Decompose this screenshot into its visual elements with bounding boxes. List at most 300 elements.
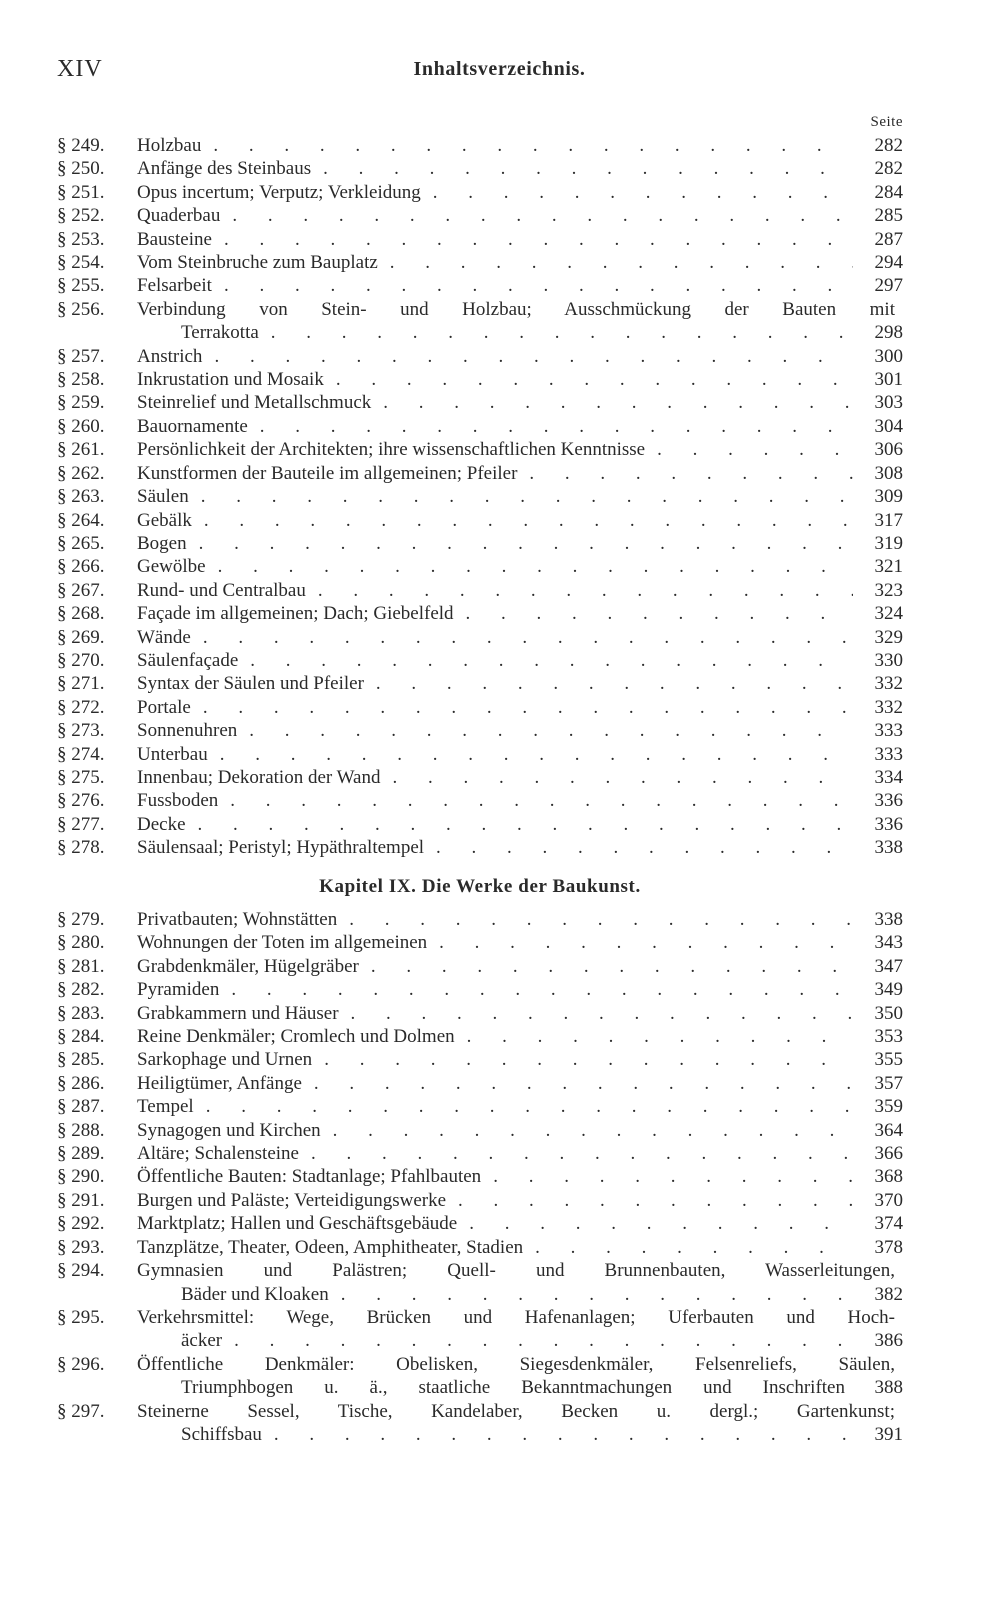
- toc-entry: [57, 626, 903, 649]
- entry-title: Verbindung von Stein- und Holzbau; Ausschmückung der Bauten mit: [137, 298, 895, 320]
- page-reference: 287: [874, 228, 903, 250]
- entry-title: Decke: [137, 813, 186, 835]
- page-reference: 284: [874, 181, 903, 203]
- section-number: § 258.: [57, 369, 105, 391]
- dot-leader: [329, 1283, 853, 1306]
- entry-body: [137, 1400, 903, 1447]
- entry-body: [137, 579, 903, 602]
- page-reference: 355: [874, 1049, 903, 1071]
- entry-title: Inkrustation und Mosaik: [137, 369, 324, 391]
- dot-leader: [339, 1002, 853, 1025]
- toc-entry: [57, 1165, 903, 1188]
- entry-title: Bauornamente: [137, 415, 248, 437]
- entry-body: [137, 836, 903, 859]
- section-number: § 263.: [57, 486, 105, 508]
- dot-leader: [378, 251, 853, 274]
- entry-title-line: [137, 204, 903, 227]
- section-number: § 255.: [57, 275, 105, 297]
- entry-title: Sarkophage und Urnen: [137, 1049, 313, 1071]
- toc-entry: [57, 1095, 903, 1118]
- toc-entry: [57, 1072, 903, 1095]
- toc-entry: [57, 134, 903, 157]
- dot-leader: [421, 181, 853, 204]
- entry-title-line: [137, 274, 903, 297]
- dot-leader: [321, 1119, 853, 1142]
- entry-title: Anstrich: [137, 345, 203, 367]
- entry-body: [137, 298, 903, 345]
- section-number: § 285.: [57, 1049, 105, 1071]
- section-number: § 279.: [57, 909, 105, 930]
- entry-title: Portale: [137, 696, 191, 718]
- entry-title: Wohnungen der Toten im allgemeinen: [137, 932, 428, 954]
- page-column-label: Seite: [870, 114, 903, 130]
- entry-body: [137, 555, 903, 578]
- entry-title-line: [137, 696, 903, 719]
- entry-title-line: [137, 1119, 903, 1142]
- section-number: § 256.: [57, 298, 105, 320]
- section-number: § 267.: [57, 579, 105, 601]
- section-number: § 280.: [57, 932, 105, 954]
- entry-title: Bausteine: [137, 228, 212, 250]
- entry-title-line: [137, 789, 903, 812]
- dot-leader: [481, 1165, 853, 1188]
- toc-entry: [57, 978, 903, 1001]
- entry-title-line: [137, 978, 903, 1001]
- page-reference: 343: [874, 932, 903, 954]
- entry-title-line: [137, 157, 903, 180]
- page-reference: 329: [874, 626, 903, 648]
- entry-title: Steinerne Sessel, Tische, Kandelaber, Becken u. dergl.; Gartenkunst;: [137, 1400, 895, 1422]
- entry-title: Säulen: [137, 486, 189, 508]
- entry-body: [137, 462, 903, 485]
- section-number: § 270.: [57, 649, 105, 671]
- toc-entry: [57, 368, 903, 391]
- section-number: § 269.: [57, 626, 105, 648]
- section-number: § 293.: [57, 1236, 105, 1258]
- section-number: § 295.: [57, 1306, 105, 1328]
- entry-title-line: [137, 391, 903, 414]
- entry-title-line: [137, 672, 903, 695]
- section-number: § 282.: [57, 979, 105, 1001]
- toc-entry: [57, 719, 903, 742]
- dot-leader: [219, 978, 853, 1001]
- entry-title: Kunstformen der Bauteile im allgemeinen; Pfeiler: [137, 462, 518, 484]
- dot-leader: [218, 789, 853, 812]
- page-reference: 370: [874, 1189, 903, 1211]
- toc-entry: [57, 1002, 903, 1025]
- page-reference: 298: [874, 322, 903, 344]
- page-reference: 303: [874, 392, 903, 414]
- toc-entry: [57, 1236, 903, 1259]
- entry-title: Rund- und Centralbau: [137, 579, 306, 601]
- entry-title: Marktplatz; Hallen und Geschäftsgebäude: [137, 1213, 458, 1235]
- page-reference: 349: [874, 979, 903, 1001]
- entry-title-line: [137, 134, 903, 157]
- entry-body: [137, 1142, 903, 1165]
- entry-title-line: [137, 438, 903, 461]
- entry-body: [137, 181, 903, 204]
- toc-entry: [57, 672, 903, 695]
- page-reference: 357: [874, 1072, 903, 1094]
- toc-entry: [57, 532, 903, 555]
- toc-entry: [57, 1306, 903, 1353]
- dot-leader: [523, 1236, 853, 1259]
- toc-entry: [57, 555, 903, 578]
- entry-title: Altäre; Schalensteine: [137, 1143, 299, 1165]
- section-number: § 276.: [57, 790, 105, 812]
- toc-entry: [57, 579, 903, 602]
- entry-body: [137, 345, 903, 368]
- page-reference: 323: [874, 579, 903, 601]
- page-reference: 353: [874, 1026, 903, 1048]
- entry-title-line: [137, 955, 903, 978]
- entry-title: Opus incertum; Verputz; Verkleidung: [137, 181, 421, 203]
- page-reference: 309: [874, 486, 903, 508]
- entry-title-line: [137, 181, 903, 204]
- page-reference: 374: [874, 1213, 903, 1235]
- dot-leader: [324, 368, 853, 391]
- entry-title-line: [137, 1212, 903, 1235]
- entry-continuation-line: [137, 1376, 903, 1399]
- section-number: § 290.: [57, 1166, 105, 1188]
- page-reference: 359: [874, 1096, 903, 1118]
- entry-title-line: [137, 602, 903, 625]
- dot-leader: [380, 766, 853, 789]
- entry-title-line: [137, 555, 903, 578]
- entry-title: Gymnasien und Palästren; Quell- und Brunnenbauten, Wasserleitungen,: [137, 1260, 895, 1282]
- chapter-heading: Kapitel IX. Die Werke der Baukunst.: [319, 876, 641, 897]
- entry-title-line: [137, 1400, 903, 1423]
- section-number: § 291.: [57, 1189, 105, 1211]
- entry-title-line: [137, 1095, 903, 1118]
- section-number: § 287.: [57, 1096, 105, 1118]
- entry-title-line: [137, 836, 903, 859]
- section-number: § 277.: [57, 813, 105, 835]
- dot-leader: [237, 719, 853, 742]
- entry-body: [137, 1212, 903, 1235]
- section-number: § 286.: [57, 1072, 105, 1094]
- page-reference: 330: [874, 649, 903, 671]
- toc-entry: [57, 228, 903, 251]
- section-number: § 268.: [57, 603, 105, 625]
- entry-title: äcker: [181, 1330, 223, 1352]
- page-reference: 382: [874, 1283, 903, 1305]
- toc-entry: [57, 204, 903, 227]
- dot-leader: [238, 649, 853, 672]
- toc-entry: [57, 789, 903, 812]
- entry-title: Schiffsbau: [181, 1423, 262, 1445]
- entry-title-line: [137, 743, 903, 766]
- toc-entry: [57, 602, 903, 625]
- entry-title-line: [137, 298, 903, 321]
- entry-title-line: [137, 1165, 903, 1188]
- entry-body: [137, 157, 903, 180]
- dot-leader: [220, 204, 853, 227]
- entry-title-line: [137, 1189, 903, 1212]
- dot-leader: [364, 672, 853, 695]
- entry-body: [137, 672, 903, 695]
- section-number: § 253.: [57, 228, 105, 250]
- entry-title: Façade im allgemeinen; Dach; Giebelfeld: [137, 603, 454, 625]
- section-number: § 251.: [57, 181, 105, 203]
- entry-body: [137, 274, 903, 297]
- section-number: § 259.: [57, 392, 105, 414]
- entry-continuation-line: [137, 321, 903, 344]
- entry-body: [137, 908, 903, 931]
- section-number: § 294.: [57, 1260, 105, 1282]
- entry-title: Bäder und Kloaken: [181, 1283, 329, 1305]
- dot-leader: [312, 1048, 853, 1071]
- entry-body: [137, 696, 903, 719]
- dot-leader: [517, 462, 853, 485]
- toc-entry: [57, 1189, 903, 1212]
- page-reference: 347: [874, 955, 903, 977]
- toc-entry: [57, 509, 903, 532]
- entry-body: [137, 415, 903, 438]
- entry-title: Unterbau: [137, 743, 208, 765]
- entry-body: [137, 978, 903, 1001]
- entry-body: [137, 204, 903, 227]
- page-reference: 306: [874, 439, 903, 461]
- entry-title-line: [137, 1072, 903, 1095]
- dot-leader: [212, 274, 853, 297]
- entry-title: Pyramiden: [137, 979, 220, 1001]
- page-reference: 333: [874, 743, 903, 765]
- dot-leader: [454, 602, 853, 625]
- entry-body: [137, 1165, 903, 1188]
- entry-title: Privatbauten; Wohnstätten: [137, 909, 338, 930]
- page-number-roman: XIV: [57, 56, 103, 82]
- entry-title-line: [137, 509, 903, 532]
- dot-leader: [306, 579, 853, 602]
- page-reference: 321: [874, 556, 903, 578]
- entry-body: [137, 1072, 903, 1095]
- entry-continuation-line: [137, 1423, 903, 1446]
- entry-body: [137, 1119, 903, 1142]
- entry-body: [137, 368, 903, 391]
- dot-leader: [311, 157, 853, 180]
- section-number: § 275.: [57, 766, 105, 788]
- toc-entry: [57, 1142, 903, 1165]
- toc-entry: [57, 1025, 903, 1048]
- toc-entry: [57, 955, 903, 978]
- entry-title: Heiligtümer, Anfänge: [137, 1072, 302, 1094]
- entry-title: Öffentliche Bauten: Stadtanlage; Pfahlbauten: [137, 1166, 482, 1188]
- toc-entry: [57, 1353, 903, 1400]
- toc-entry: [57, 251, 903, 274]
- entry-title: Burgen und Paläste; Verteidigungswerke: [137, 1189, 447, 1211]
- section-number: § 249.: [57, 135, 105, 156]
- section-number: § 274.: [57, 743, 105, 765]
- dot-leader: [192, 509, 853, 532]
- entry-title-line: [137, 719, 903, 742]
- page-reference: 336: [874, 790, 903, 812]
- toc-entry: [57, 181, 903, 204]
- entry-title: Quaderbau: [137, 205, 221, 227]
- entry-title-line: [137, 1259, 903, 1282]
- entry-title-line: [137, 1142, 903, 1165]
- entry-title: Sonnenuhren: [137, 720, 238, 742]
- page-reference: 386: [874, 1330, 903, 1352]
- toc-entry: [57, 696, 903, 719]
- toc-entry: [57, 908, 903, 931]
- entry-body: [137, 813, 903, 836]
- page-reference: 297: [874, 275, 903, 297]
- entry-title: Reine Denkmäler; Cromlech und Dolmen: [137, 1026, 455, 1048]
- entry-title: Vom Steinbruche zum Bauplatz: [137, 252, 378, 274]
- entry-title: Grabdenkmäler, Hügelgräber: [137, 955, 359, 977]
- page-reference: 334: [874, 766, 903, 788]
- entry-title: Triumphbogen u. ä., staatliche Bekanntmachungen und Inschriften: [181, 1377, 845, 1399]
- toc-entry: [57, 298, 903, 345]
- entry-title-line: [137, 813, 903, 836]
- toc-entry: [57, 836, 903, 859]
- dot-leader: [457, 1212, 853, 1235]
- section-number: § 281.: [57, 955, 105, 977]
- toc-entry: [57, 1259, 903, 1306]
- page-title: Inhaltsverzeichnis.: [413, 58, 586, 80]
- entry-title-line: [137, 462, 903, 485]
- entry-body: [137, 438, 903, 461]
- section-number: § 284.: [57, 1026, 105, 1048]
- page-reference: 332: [874, 673, 903, 695]
- entry-title-line: [137, 1002, 903, 1025]
- entry-title: Syntax der Säulen und Pfeiler: [137, 673, 364, 695]
- entry-title: Grabkammern und Häuser: [137, 1002, 339, 1024]
- page-reference: 294: [874, 252, 903, 274]
- entry-body: [137, 626, 903, 649]
- page-reference: 285: [874, 205, 903, 227]
- entry-title: Innenbau; Dekoration der Wand: [137, 766, 381, 788]
- entry-body: [137, 743, 903, 766]
- page-reference: 388: [874, 1377, 903, 1399]
- entry-body: [137, 1025, 903, 1048]
- toc-section-b: [57, 908, 903, 1446]
- toc-section-a: [57, 134, 903, 860]
- entry-title-line: [137, 1353, 903, 1376]
- entry-title: Felsarbeit: [137, 275, 212, 297]
- section-number: § 289.: [57, 1143, 105, 1165]
- page-reference: 378: [874, 1236, 903, 1258]
- toc-entry: [57, 345, 903, 368]
- entry-title-line: [137, 485, 903, 508]
- page-reference: 304: [874, 415, 903, 437]
- entry-title-line: [137, 931, 903, 954]
- dot-leader: [455, 1025, 853, 1048]
- dot-leader: [206, 555, 853, 578]
- entry-body: [137, 134, 903, 157]
- dot-leader: [212, 228, 853, 251]
- entry-body: [137, 485, 903, 508]
- section-number: § 261.: [57, 439, 105, 461]
- dot-leader: [187, 532, 853, 555]
- entry-title: Anfänge des Steinbaus: [137, 158, 312, 180]
- entry-title: Öffentliche Denkmäler: Obelisken, Siegesdenkmäler, Felsenreliefs, Säulen,: [137, 1353, 895, 1375]
- page-reference: 332: [874, 696, 903, 718]
- toc-entry: [57, 649, 903, 672]
- dot-leader: [186, 813, 853, 836]
- entry-title-line: [137, 532, 903, 555]
- dot-leader: [191, 626, 853, 649]
- section-number: § 278.: [57, 837, 105, 859]
- entry-title-line: [137, 415, 903, 438]
- dot-leader: [337, 908, 853, 931]
- toc-entry: [57, 1048, 903, 1071]
- entry-title: Säulensaal; Peristyl; Hypäthraltempel: [137, 837, 425, 859]
- page-reference: 300: [874, 345, 903, 367]
- section-number: § 292.: [57, 1213, 105, 1235]
- entry-title: Persönlichkeit der Architekten; ihre wissenschaftlichen Kenntnisse: [137, 439, 646, 461]
- entry-title: Verkehrsmittel: Wege, Brücken und Hafenanlagen; Uferbauten und Hoch-: [137, 1306, 895, 1328]
- section-number: § 265.: [57, 532, 105, 554]
- entry-continuation-line: [137, 1283, 903, 1306]
- entry-title: Gebälk: [137, 509, 192, 531]
- page-reference: 366: [874, 1143, 903, 1165]
- page-reference: 301: [874, 369, 903, 391]
- entry-title: Tanzplätze, Theater, Odeen, Amphitheater, Stadien: [137, 1236, 524, 1258]
- section-number: § 273.: [57, 720, 105, 742]
- entry-body: [137, 955, 903, 978]
- section-number: § 283.: [57, 1002, 105, 1024]
- dot-leader: [371, 391, 853, 414]
- entry-body: [137, 251, 903, 274]
- page-reference: 319: [874, 532, 903, 554]
- entry-title: Steinrelief und Metallschmuck: [137, 392, 372, 414]
- section-number: § 271.: [57, 673, 105, 695]
- section-number: § 272.: [57, 696, 105, 718]
- section-number: § 266.: [57, 556, 105, 578]
- entry-body: [137, 391, 903, 414]
- section-number: § 252.: [57, 205, 105, 227]
- toc-entry: [57, 1400, 903, 1447]
- entry-title-line: [137, 1025, 903, 1048]
- page-reference: 350: [874, 1002, 903, 1024]
- entry-body: [137, 532, 903, 555]
- dot-leader: [191, 696, 853, 719]
- toc-entry: [57, 391, 903, 414]
- dot-leader: [645, 438, 853, 461]
- dot-leader: [189, 485, 853, 508]
- entry-title-line: [137, 1236, 903, 1259]
- dot-leader: [248, 415, 853, 438]
- toc-entry: [57, 743, 903, 766]
- entry-title-line: [137, 579, 903, 602]
- dot-leader: [222, 1329, 853, 1352]
- dot-leader: [194, 1095, 853, 1118]
- entry-body: [137, 602, 903, 625]
- entry-title-line: [137, 1306, 903, 1329]
- dot-leader: [424, 836, 853, 859]
- entry-body: [137, 931, 903, 954]
- dot-leader: [302, 1072, 853, 1095]
- dot-leader: [359, 955, 853, 978]
- entry-title: Gewölbe: [137, 556, 206, 578]
- entry-body: [137, 1306, 903, 1353]
- entry-title-line: [137, 368, 903, 391]
- entry-title-line: [137, 228, 903, 251]
- entry-body: [137, 1353, 903, 1400]
- dot-leader: [208, 743, 853, 766]
- toc-entry: [57, 485, 903, 508]
- dot-leader: [427, 931, 853, 954]
- toc-entry: [57, 931, 903, 954]
- page-reference: 333: [874, 720, 903, 742]
- section-number: § 260.: [57, 415, 105, 437]
- entry-title-line: [137, 766, 903, 789]
- section-number: § 297.: [57, 1400, 105, 1422]
- toc-entry: [57, 1119, 903, 1142]
- toc-entry: [57, 438, 903, 461]
